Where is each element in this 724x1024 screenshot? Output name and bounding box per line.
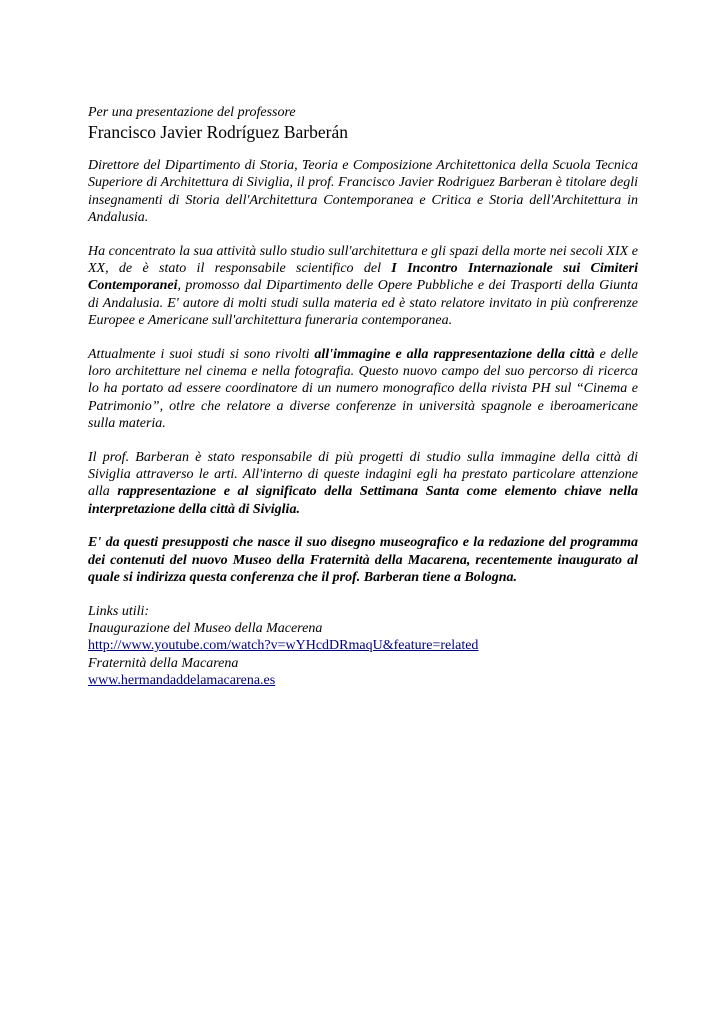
- link-label-inauguration: Inaugurazione del Museo della Macerena: [88, 621, 323, 637]
- paragraph-current-studies: [88, 346, 638, 432]
- document-page: [88, 104, 638, 689]
- paragraph-role-text: Direttore del Dipartimento di Storia, Teoria e Composizione Architettonica della Scuola Tecnica Superiore di Architettura di Siviglia, il prof. Francisco Javier Rodriguez Barberan è titolare degli insegnamenti di Storia dell'Architettura Contemporanea e Critica e Storia dell'Architettura in Andalusia.: [88, 158, 638, 225]
- paragraph-museum: [88, 534, 638, 586]
- intro-line: Per una presentazione del professore: [88, 105, 296, 120]
- paragraph-current-studies-bold: all'immagine e alla rappresentazione della città: [314, 346, 595, 362]
- paragraph-projects-text-1: Il prof. Barberan è stato responsabile di più progetti di studio sulla immagine della città di Siviglia attraverso le arti. All'interno di queste indagini egli ha prestato particolare attenzione alla: [88, 449, 638, 500]
- paragraph-role: [88, 157, 638, 226]
- useful-links: [88, 603, 638, 689]
- paragraph-projects: [88, 449, 638, 518]
- paragraph-research-text-1: Ha concentrato la sua attività sullo studio sull'architettura e gli spazi della morte nei secoli XIX e XX, de è stato il responsabile scientifico del: [88, 243, 638, 276]
- paragraph-museum-bold: E' da questi presupposti che nasce il suo disegno museografico e la redazione del programma dei contenuti del nuovo Museo della Fraternità della Macarena, recentemente inaugurato al quale si indirizza questa conferenza che il prof. Barberan tiene a Bologna.: [88, 535, 638, 585]
- links-heading: Links utili:: [88, 603, 150, 619]
- fraternity-website-link[interactable]: www.hermandaddelamacarena.es: [88, 672, 276, 688]
- link-label-fraternity: Fraternità della Macarena: [88, 655, 239, 671]
- paragraph-research-text-2: , promosso dal Dipartimento delle Opere Pubbliche e dei Trasporti della Giunta di Andalusia. E' autore di molti studi sulla materia ed è stato relatore invitato in più confrerenze Europee e Americane sull'architettura funeraria contemporanea.: [88, 278, 638, 328]
- professor-name: Francisco Javier Rodríguez Barberán: [88, 122, 348, 142]
- paragraph-projects-bold: rappresentazione e al significato della Settimana Santa come elemento chiave nella interpretazione della città di Siviglia.: [88, 484, 638, 517]
- paragraph-research: [88, 243, 638, 329]
- paragraph-current-studies-text-2: e delle loro architetture nel cinema e nella fotografia. Questo nuovo campo del suo percorso di ricerca lo ha portato ad essere coordinatore di un numero monografico della rivista PH sul “Cinema e Patrimonio”, otlre che relatore a diverse conferenze in università spagnole e iberoamericane sulla materia.: [88, 346, 638, 431]
- youtube-link[interactable]: http://www.youtube.com/watch?v=wYHcdDRmaqU&feature=related: [88, 638, 479, 654]
- paragraph-current-studies-text-1: Attualmente i suoi studi si sono rivolti: [88, 346, 315, 362]
- paragraph-research-bold: I Incontro Internazionale sui Cimiteri Contemporanei: [88, 260, 638, 294]
